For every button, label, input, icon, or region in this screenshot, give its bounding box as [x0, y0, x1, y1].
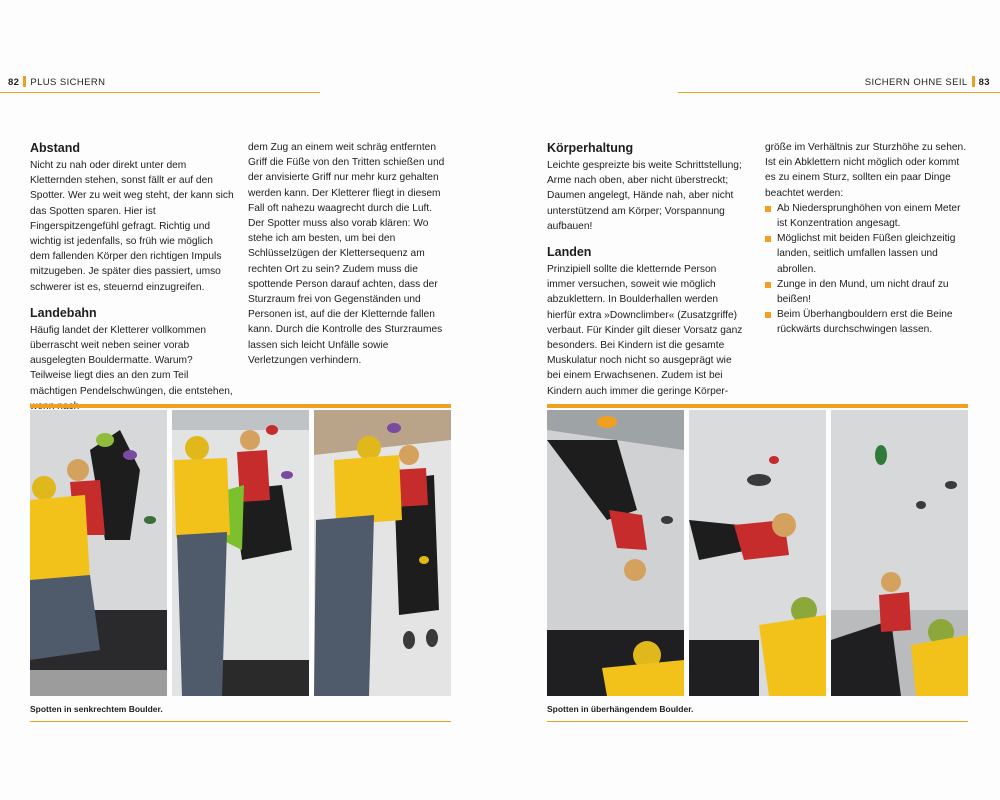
photo-strip-left: [30, 404, 451, 696]
paragraph: Häufig landet der Kletterer vollkommen überrascht weit neben seiner vorab ausgelegten Bouldermatte. Warum?: [30, 324, 207, 367]
header-rule: [678, 92, 1000, 93]
bullet-icon: [765, 282, 771, 288]
paragraph: größe im Verhältnis zur Sturzhöhe zu sehen. Ist ein Abklettern nicht möglich oder kommt es zu einem Sturz, sollten ein paar Dinge beachtet werden:: [765, 142, 967, 199]
bullet-icon: [765, 206, 771, 212]
page-number: 82: [8, 77, 20, 88]
bullet-icon: [765, 236, 771, 242]
header-marker: [972, 76, 975, 87]
text-column-1: [30, 140, 235, 414]
paragraph: dem Zug an einem weit schräg entfernten Griff die Füße von den Tritten schießen und der anvisierte Griff nur mehr kurz gehalten werden kann. Der Kletterer fliegt in diesem Fall oft nahezu waagrecht durch die Luft. Der Spotter muss also vorab klären: Wo stehe ich am besten, um bei den Schlüsselzügen der Klettersequenz am rechten Ort zu sein? Zudem muss die spottende Person darauf achten, dass der Sturzraum frei von Gegenständen und Personen ist, auf die der Kletternde fallen kann. Durch die Kontrolle des Sturzraumes lassen sich leicht Unfälle sowie Verletzungen verhindern.: [248, 142, 445, 366]
section-title: SICHERN OHNE SEIL: [864, 77, 968, 88]
paragraph: Prinzipiell sollte die kletternde Person immer versuchen, soweit wie möglich abzuklettern. In Boulderhallen werden hierfür extra »Downclimber« (Zusatzgriffe) verbaut. Für Kinder gilt dieser Vorsatz ganz besonders. Bei Kindern ist die gesamte Muskulatur noch nicht so ausgeprägt wie bei einem Erwachsenen. Zudem ist bei Kindern auch immer die geringe Körper-: [547, 264, 743, 397]
photo-caption: Spotten in senkrechtem Boulder.: [30, 704, 163, 714]
photo-spotting-2: [172, 410, 309, 696]
text-column-2: [248, 140, 446, 368]
heading-landen: Landen: [547, 245, 592, 260]
paragraph: Leichte gespreizte bis weite Schrittstellung; Arme nach oben, aber nicht überstreckt; Daumen angelegt, Hände nah, aber nicht unterstützend am Körper; Vorspannung aufbauen!: [547, 160, 742, 232]
running-head-left: [8, 76, 105, 88]
caption-rule: [30, 721, 451, 722]
list-item: Möglichst mit beiden Füßen gleichzeitig landen, seitlich umfallen lassen und abrollen.: [765, 231, 970, 277]
bullet-list: [765, 201, 970, 338]
photo-spotting-3: [314, 410, 451, 696]
heading-landebahn: Landebahn: [30, 305, 97, 320]
text-column-1: [547, 140, 747, 399]
list-item: Ab Niedersprunghöhen von einem Meter ist Konzentration angesagt.: [765, 201, 970, 231]
list-item: Zunge in den Mund, um nicht drauf zu beißen!: [765, 277, 970, 307]
section-title: PLUS SICHERN: [30, 77, 106, 88]
photo-spotting-5: [689, 410, 826, 696]
text-column-2: [765, 140, 970, 338]
header-rule: [0, 92, 320, 93]
caption-rule: [547, 721, 968, 722]
photo-accent-bar: [547, 404, 968, 408]
photo-spotting-4: [547, 410, 684, 696]
heading-koerperhaltung: Körperhaltung: [547, 141, 634, 155]
header-marker: [23, 76, 26, 87]
running-head-right: [865, 76, 990, 88]
photo-caption: Spotten in überhängendem Boulder.: [547, 704, 694, 714]
right-page: [500, 0, 1000, 800]
photo-spotting-1: [30, 410, 167, 696]
paragraph: Nicht zu nah oder direkt unter dem Kletternden stehen, sonst fällt er auf den Spotter. Wer zu weit weg steht, der kann sich das Spotten sparen. Hier ist Fingerspitzengefühl gefragt. Richtig und wichtig ist jedenfalls, so früh wie möglich dem fallenden Körper den richtigen Impuls mitzugeben. Je später dies passiert, umso schwerer ist es, steuernd einzugreifen.: [30, 160, 234, 293]
paragraph: Teilweise liegt dies an den zum Teil mächtigen Pendelschwüngen, die entstehen,: [30, 370, 233, 397]
photo-accent-bar: [30, 404, 451, 408]
list-item: Beim Überhangbouldern erst die Beine rückwärts durchschwingen lassen.: [765, 307, 970, 337]
page-number: 83: [978, 77, 990, 88]
heading-abstand: Abstand: [30, 141, 80, 155]
bullet-icon: [765, 312, 771, 318]
photo-strip-right: [547, 404, 968, 696]
photo-spotting-6: [831, 410, 968, 696]
